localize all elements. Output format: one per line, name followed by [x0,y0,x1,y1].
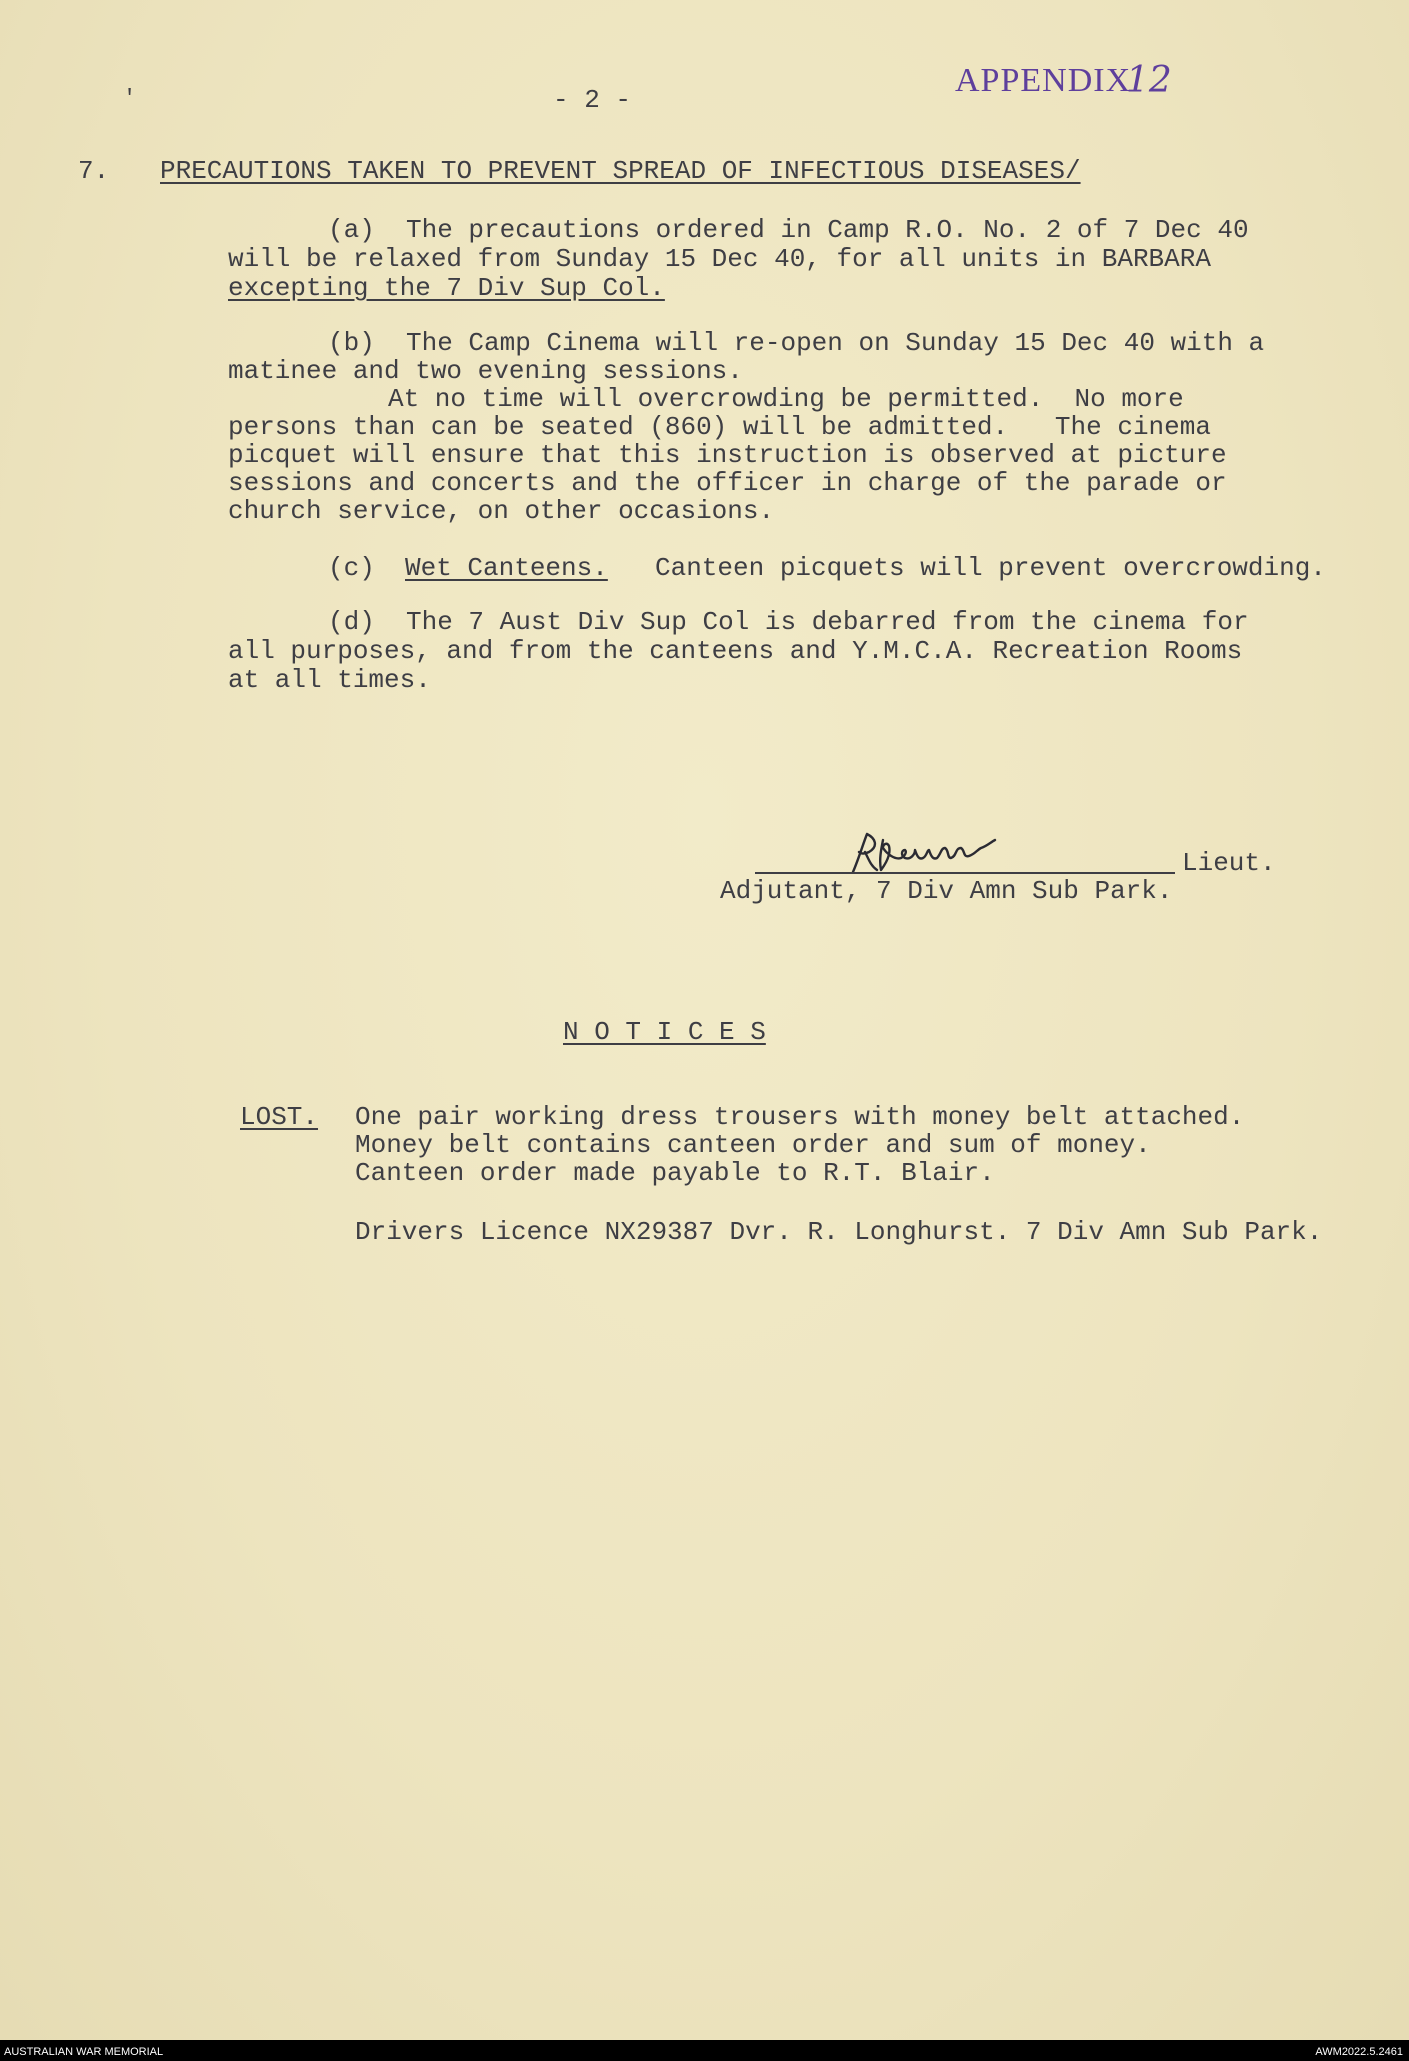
lost-line-3: Canteen order made payable to R.T. Blair. [355,1158,995,1188]
para-d-line-3: at all times. [228,665,431,695]
footer-credit: AUSTRALIAN WAR MEMORIAL [4,2046,164,2058]
para-c-text: Canteen picquets will prevent overcrowding. [655,553,1326,583]
lost-label: LOST. [240,1102,319,1132]
appendix-number: 12 [1126,60,1172,101]
para-b-line-1: (b) The Camp Cinema will re-open on Sunday 15 Dec 40 with a [328,328,1265,358]
para-c-heading: Wet Canteens. [405,553,608,583]
para-d-line-1: (d) The 7 Aust Div Sup Col is debarred from the cinema for [328,607,1249,637]
para-a-line-1: (a) The precautions ordered in Camp R.O. No. 2 of 7 Dec 40 [328,215,1249,245]
section-number: 7. [78,156,110,186]
para-b-line-5: picquet will ensure that this instruction is observed at picture [228,440,1227,470]
para-b-line-6: sessions and concerts and the officer in charge of the parade or [228,468,1227,498]
para-b-line-2: matinee and two evening sessions. [228,356,743,386]
page-number: - 2 - [553,85,632,115]
appendix-stamp: APPENDIX [955,62,1132,99]
para-b-line-3: At no time will overcrowding be permitted. No more [388,384,1184,414]
para-a-line-2: will be relaxed from Sunday 15 Dec 40, for all units in BARBARA [228,244,1211,274]
para-b-line-7: church service, on other occasions. [228,496,775,526]
signatory-appointment: Adjutant, 7 Div Amn Sub Park. [720,876,1173,906]
section-title: PRECAUTIONS TAKEN TO PREVENT SPREAD OF INFECTIOUS DISEASES/ [160,156,1081,186]
licence-notice: Drivers Licence NX29387 Dvr. R. Longhurst. 7 Div Amn Sub Park. [355,1217,1323,1247]
para-a-line-3: excepting the 7 Div Sup Col. [228,273,665,303]
signatory-rank: Lieut. [1182,848,1276,878]
notices-heading: N O T I C E S [563,1017,766,1047]
margin-mark: ' [123,86,137,111]
footer-accession-number: AWM2022.5.2461 [1315,2046,1403,2058]
lost-line-1: One pair working dress trousers with money belt attached. [355,1102,1245,1132]
signature-line [755,872,1175,874]
para-c-label: (c) [328,553,375,583]
para-d-line-2: all purposes, and from the canteens and Y.M.C.A. Recreation Rooms [228,636,1243,666]
para-b-line-4: persons than can be seated (860) will be admitted. The cinema [228,412,1211,442]
lost-line-2: Money belt contains canteen order and sum of money. [355,1130,1151,1160]
